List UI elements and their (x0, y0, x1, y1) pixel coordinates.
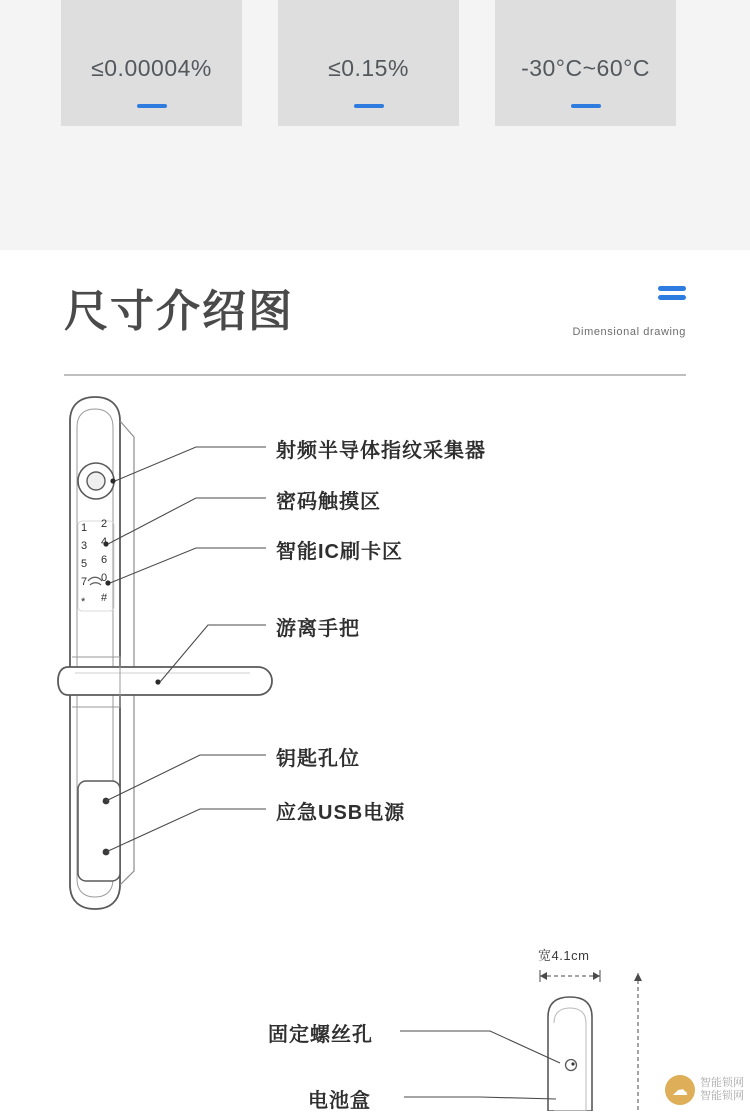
section-subtitle: Dimensional drawing (572, 326, 686, 338)
watermark-line2: 智能锁网 (700, 1090, 744, 1102)
spec-strip (0, 0, 750, 250)
svg-text:6: 6 (101, 554, 108, 566)
spec-underline (354, 104, 384, 108)
watermark-line1: 智能锁网 (700, 1077, 744, 1089)
svg-text:3: 3 (81, 540, 88, 552)
svg-text:4: 4 (101, 536, 108, 548)
callout-fingerprint-reader: 射频半导体指纹采集器 (276, 440, 486, 462)
divider (64, 374, 686, 376)
callout-key-hole: 钥匙孔位 (276, 748, 360, 770)
svg-text:#: # (101, 592, 108, 604)
callout-free-handle: 游离手把 (276, 618, 360, 640)
dimension-label-width: 宽4.1cm (538, 948, 590, 963)
spec-underline (571, 104, 601, 108)
cloud-icon: ☁ (665, 1075, 695, 1105)
spec-card (495, 0, 676, 126)
spec-underline (137, 104, 167, 108)
callout-ic-card-area: 智能IC刷卡区 (276, 541, 403, 563)
svg-text:2: 2 (101, 518, 108, 530)
svg-text:7: 7 (81, 576, 88, 588)
spec-card (61, 0, 242, 126)
equals-mark-icon (658, 286, 686, 300)
callout-battery-box: 电池盒 (308, 1090, 371, 1112)
callout-fixing-screw-hole: 固定螺丝孔 (268, 1024, 373, 1046)
spec-value: ≤0.15% (328, 55, 409, 81)
spec-card (278, 0, 459, 126)
svg-text:5: 5 (81, 558, 88, 570)
svg-text:*: * (81, 596, 86, 608)
watermark (665, 1075, 744, 1105)
dimensional-drawing (0, 385, 750, 1111)
svg-text:0: 0 (101, 572, 108, 584)
svg-text:1: 1 (81, 522, 88, 534)
watermark-text (700, 1077, 744, 1103)
spec-value: -30°C~60°C (521, 55, 650, 81)
page-title: 尺寸介绍图 (64, 287, 294, 336)
callout-password-touch-area: 密码触摸区 (276, 491, 381, 513)
callout-emergency-usb: 应急USB电源 (276, 802, 406, 824)
section-header (0, 250, 750, 385)
spec-value: ≤0.00004% (91, 55, 212, 81)
